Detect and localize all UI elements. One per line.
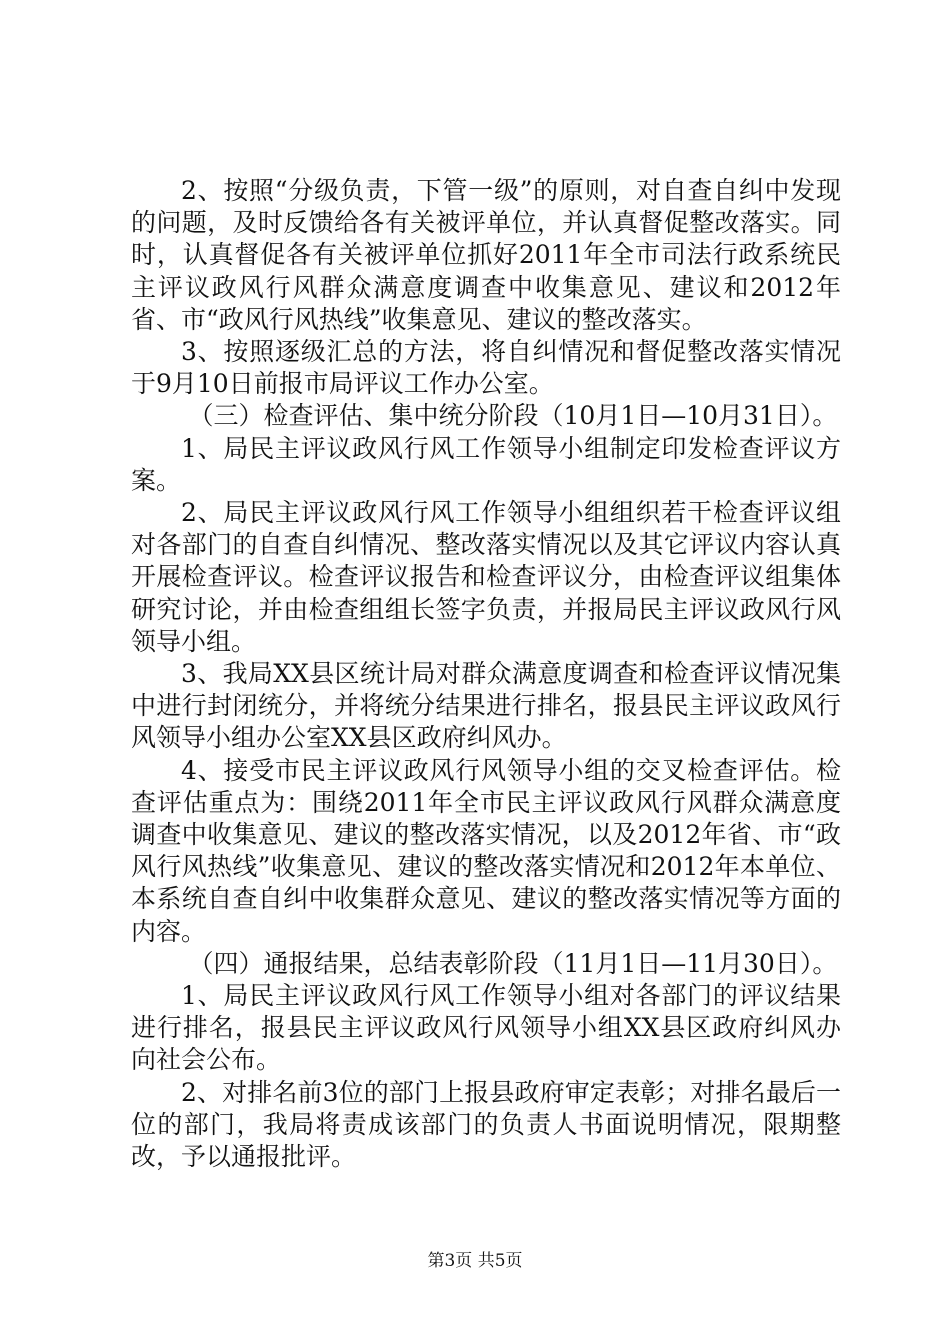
section-heading-3: （三）检查评估、集中统分阶段（10月1日—10月31日）。: [188, 401, 838, 431]
paragraph-item-1: 1、局民主评议政风行风工作领导小组制定印发检查评议方案。: [131, 433, 841, 495]
paragraph-item-2: 2、局民主评议政风行风工作领导小组组织若干检查评议组对各部门的自查自纠情况、整改落实情况以及其它评议内容认真开展检查评议。检查评议报告和检查评议分，由检查评议组集体研究讨论，并由检查组组长签字负责，并报局民主评议政风行风领导小组。: [131, 498, 841, 656]
page-number-footer: 第3页 共5页: [427, 1251, 523, 1271]
paragraph-item-2: 2、对排名前3位的部门上报县政府审定表彰；对排名最后一位的部门，我局将责成该部门的负责人书面说明情况，限期整改，予以通报批评。: [131, 1077, 841, 1172]
paragraph-item-3: 3、按照逐级汇总的方法，将自纠情况和督促整改落实情况于9月10日前报市局评议工作办公室。: [131, 337, 841, 399]
paragraph-item-3: 3、我局XX县区统计局对群众满意度调查和检查评议情况集中进行封闭统分，并将统分结果进行排名，报县民主评议政风行风领导小组办公室XX县区政府纠风办。: [131, 659, 841, 753]
section-heading-4: （四）通报结果，总结表彰阶段（11月1日—11月30日）。: [188, 948, 838, 978]
document-body: [131, 175, 841, 1173]
paragraph-item-4: 4、接受市民主评议政风行风领导小组的交叉检查评估。检查评估重点为：围绕2011年全市民主评议政风行风群众满意度调查中收集意见、建议的整改落实情况，以及2012年省、市“政风行风热线”收集意见、建议的整改落实情况和2012年本单位、本系统自查自纠中收集群众意见、建议的整改落实情况等方面的内容。: [131, 755, 841, 946]
paragraph-item-2: 2、按照“分级负责，下管一级”的原则，对自查自纠中发现的问题，及时反馈给各有关被评单位，并认真督促整改落实。同时，认真督促各有关被评单位抓好2011年全市司法行政系统民主评议政风行风群众满意度调查中收集意见、建议和2012年省、市“政风行风热线”收集意见、建议的整改落实。: [131, 176, 841, 334]
paragraph-item-1: 1、局民主评议政风行风工作领导小组对各部门的评议结果进行排名，报县民主评议政风行风领导小组XX县区政府纠风办向社会公布。: [131, 981, 841, 1075]
